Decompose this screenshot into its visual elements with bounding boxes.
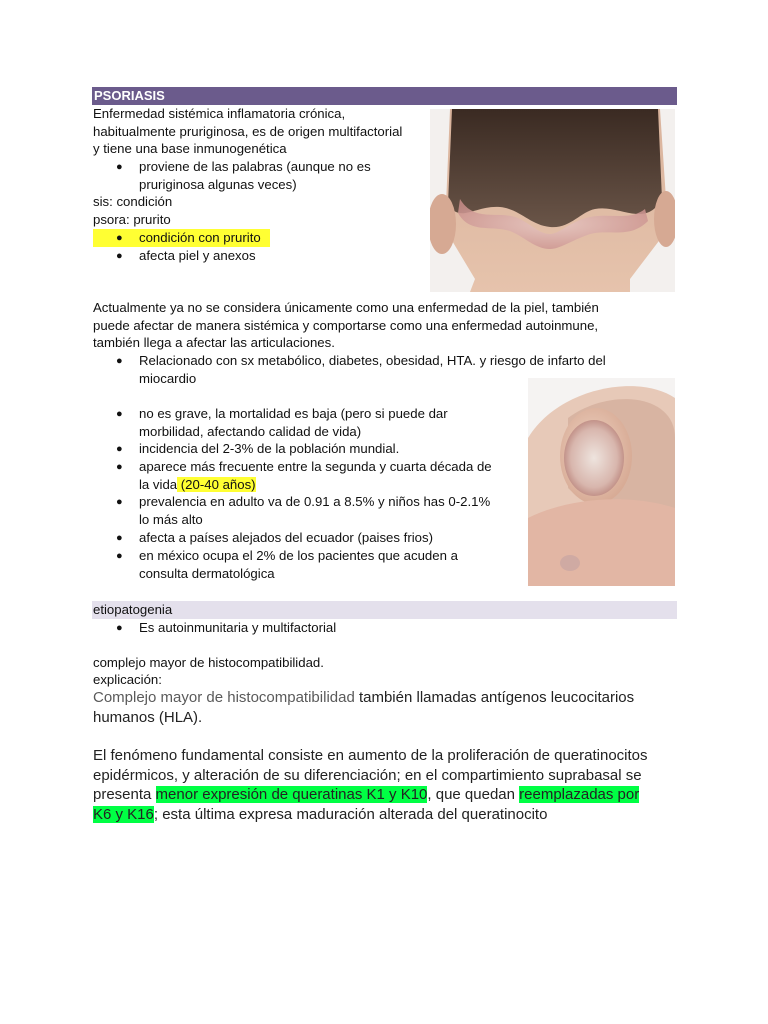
bullet-marker: ● bbox=[116, 496, 123, 508]
final-text: , que quedan bbox=[427, 786, 520, 803]
section-heading-bar bbox=[92, 601, 677, 619]
bullet-marker: ● bbox=[116, 622, 123, 634]
list-item: afecta piel y anexos bbox=[139, 248, 256, 263]
final-line-1: El fenómeno fundamental consiste en aumento de la proliferación de queratinocitos bbox=[93, 747, 648, 764]
final-line-4 bbox=[93, 805, 547, 825]
intro-line-1: Enfermedad sistémica inflamatoria crónica, bbox=[93, 106, 346, 121]
intro-line-2: habitualmente pruriginosa, es de origen multifactorial bbox=[93, 124, 403, 139]
paragraph-line-3: también llega a afectar las articulaciones. bbox=[93, 335, 335, 350]
list-item: no es grave, la mortalidad es baja (pero si puede dar bbox=[139, 406, 448, 421]
highlight-replaced: reemplazadas por bbox=[519, 786, 640, 803]
list-item-text: condición con prurito bbox=[139, 230, 261, 245]
title-bar bbox=[92, 87, 677, 105]
psora-line: psora: prurito bbox=[93, 212, 171, 227]
paragraph-line-2: puede afectar de manera sistémica y comportarse como una enfermedad autoinmune, bbox=[93, 318, 599, 333]
list-item: incidencia del 2-3% de la población mundial. bbox=[139, 441, 400, 456]
final-text: ; esta última expresa maduración alterada del queratinocito bbox=[153, 806, 548, 823]
list-item: en méxico ocupa el 2% de los pacientes que acuden a bbox=[139, 548, 458, 563]
intro-line-3: y tiene una base inmunogenética bbox=[93, 141, 287, 156]
list-item-cont: miocardio bbox=[139, 371, 197, 386]
list-item-cont: consulta dermatológica bbox=[139, 566, 275, 581]
bullet-marker: ● bbox=[116, 550, 123, 562]
bullet-marker: ● bbox=[116, 461, 123, 473]
explicacion-line: explicación: bbox=[93, 672, 162, 687]
highlighted-age-range: (20-40 años) bbox=[177, 477, 256, 492]
list-item-cont: morbilidad, afectando calidad de vida) bbox=[139, 424, 362, 439]
list-item-cont: lo más alto bbox=[139, 512, 203, 527]
highlight-keratins: menor expresión de queratinas K1 y K10 bbox=[155, 786, 428, 803]
hla-line-1 bbox=[93, 688, 634, 708]
list-item: Relacionado con sx metabólico, diabetes, obesidad, HTA. y riesgo de infarto del bbox=[139, 353, 606, 368]
highlighted-list-item bbox=[93, 229, 270, 247]
bullet-marker: ● bbox=[116, 408, 123, 420]
highlight-k6-k16: K6 y K16 bbox=[93, 806, 154, 823]
bullet-marker: ● bbox=[116, 232, 123, 244]
list-item: afecta a países alejados del ecuador (paises frios) bbox=[139, 530, 433, 545]
list-item-cont bbox=[139, 476, 256, 494]
bullet-marker: ● bbox=[116, 355, 123, 367]
hla-line-2: humanos (HLA). bbox=[93, 709, 203, 726]
list-item: prevalencia en adulto va de 0.91 a 8.5% y niños has 0-2.1% bbox=[139, 494, 491, 509]
psoriasis-elbow-image bbox=[528, 378, 675, 586]
list-item: proviene de las palabras (aunque no es bbox=[139, 159, 371, 174]
list-item-cont: pruriginosa algunas veces) bbox=[139, 177, 297, 192]
final-line-2: epidérmicos, y alteración de su diferenciación; en el compartimiento suprabasal se bbox=[93, 767, 642, 784]
list-item: aparece más frecuente entre la segunda y cuarta década de bbox=[139, 459, 492, 474]
hla-text: también llamadas antígenos leucocitarios bbox=[354, 689, 635, 706]
final-line-3 bbox=[93, 785, 639, 805]
hla-link-text: Complejo mayor de histocompatibilidad bbox=[93, 689, 355, 706]
psoriasis-neck-image bbox=[430, 109, 675, 292]
list-item: Es autoinmunitaria y multifactorial bbox=[139, 620, 337, 635]
bullet-marker: ● bbox=[116, 443, 123, 455]
sis-line: sis: condición bbox=[93, 194, 173, 209]
section-heading: etiopatogenia bbox=[93, 602, 173, 617]
bullet-marker: ● bbox=[116, 250, 123, 262]
list-item-text: la vida bbox=[139, 477, 178, 492]
page-title: PSORIASIS bbox=[94, 88, 165, 103]
paragraph-line-1: Actualmente ya no se considera únicamente como una enfermedad de la piel, también bbox=[93, 300, 599, 315]
bullet-marker: ● bbox=[116, 532, 123, 544]
complejo-line: complejo mayor de histocompatibilidad. bbox=[93, 655, 324, 670]
final-text: presenta bbox=[93, 786, 156, 803]
bullet-marker: ● bbox=[116, 161, 123, 173]
